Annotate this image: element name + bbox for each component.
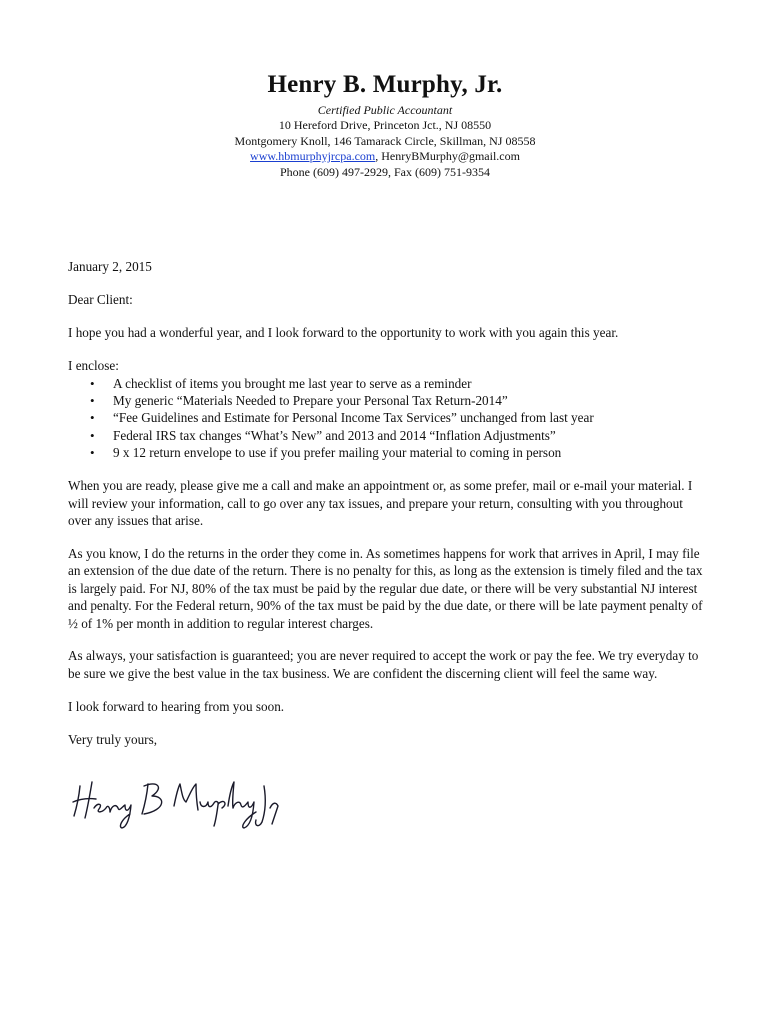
sender-address-1: 10 Hereford Drive, Princeton Jct., NJ 08550 bbox=[278, 118, 492, 132]
sender-title: Certified Public Accountant bbox=[317, 103, 453, 117]
letterhead bbox=[0, 68, 770, 180]
bullet-icon: • bbox=[90, 445, 95, 461]
letter-date: January 2, 2015 bbox=[68, 259, 152, 274]
phone-fax: Phone (609) 497-2929, Fax (609) 751-9354 bbox=[280, 164, 490, 179]
list-item bbox=[68, 375, 708, 392]
enclosure-text: “Fee Guidelines and Estimate for Personal Income Tax Services” unchanged from last year bbox=[113, 410, 594, 426]
enclosure-text: My generic “Materials Needed to Prepare your Personal Tax Return-2014” bbox=[113, 393, 508, 409]
valediction: Very truly yours, bbox=[68, 731, 158, 747]
list-item bbox=[68, 392, 708, 409]
bullet-icon: • bbox=[90, 427, 95, 443]
contact-separator: , bbox=[375, 149, 382, 163]
list-item bbox=[68, 409, 708, 426]
enclosures-intro: I enclose: bbox=[68, 358, 119, 374]
bullet-icon: • bbox=[90, 393, 95, 409]
intro-paragraph: I hope you had a wonderful year, and I look forward to the opportunity to work with you again this year. bbox=[68, 325, 619, 341]
enclosures-list bbox=[68, 375, 708, 462]
closing-paragraph: I look forward to hearing from you soon. bbox=[68, 698, 285, 714]
enclosure-text: Federal IRS tax changes “What’s New” and 2013 and 2014 “Inflation Adjustments” bbox=[113, 427, 556, 443]
order-paragraph: As you know, I do the returns in the order they come in. As sometimes happens for work that arrives in April, I may file an extension of the due date of the return. There is no penalty for this, as long as the extension is timely filed and the tax is largely paid. For NJ, 80% of the tax must be paid by the regular due date, or there will be very substantial NJ interest and penalty. For the Federal return, 90% of the tax must be paid by the due date, or there will be late payment penalty of ½ of 1% per month in addition to regular interest charges. bbox=[68, 545, 703, 631]
list-item bbox=[68, 444, 708, 461]
list-item bbox=[68, 427, 708, 444]
enclosure-text: A checklist of items you brought me last year to serve as a reminder bbox=[113, 375, 472, 391]
handwritten-signature bbox=[70, 772, 290, 832]
bullet-icon: • bbox=[90, 410, 95, 426]
website-link[interactable]: www.hbmurphyjrcpa.com bbox=[250, 149, 376, 163]
bullet-icon: • bbox=[90, 375, 95, 391]
sender-address-2: Montgomery Knoll, 146 Tamarack Circle, Skillman, NJ 08558 bbox=[234, 133, 536, 148]
sender-name: Henry B. Murphy, Jr. bbox=[267, 71, 503, 98]
salutation: Dear Client: bbox=[68, 292, 133, 308]
contact-line bbox=[0, 149, 770, 165]
email-address: HenryBMurphy@gmail.com bbox=[381, 149, 520, 163]
guarantee-paragraph: As always, your satisfaction is guaranteed; you are never required to accept the work or pay the fee. We try everyday to be sure we give the best value in the tax business. We are confident the discerning client will feel the same way. bbox=[68, 648, 699, 681]
enclosure-text: 9 x 12 return envelope to use if you prefer mailing your material to coming in person bbox=[113, 445, 562, 461]
ready-paragraph: When you are ready, please give me a call and make an appointment or, as some prefer, mail or e-mail your material. I will review your information, call to go over any tax issues, and prepare your return, consulting with you throughout over any issues that arise. bbox=[68, 478, 693, 528]
letter-body bbox=[68, 258, 708, 764]
